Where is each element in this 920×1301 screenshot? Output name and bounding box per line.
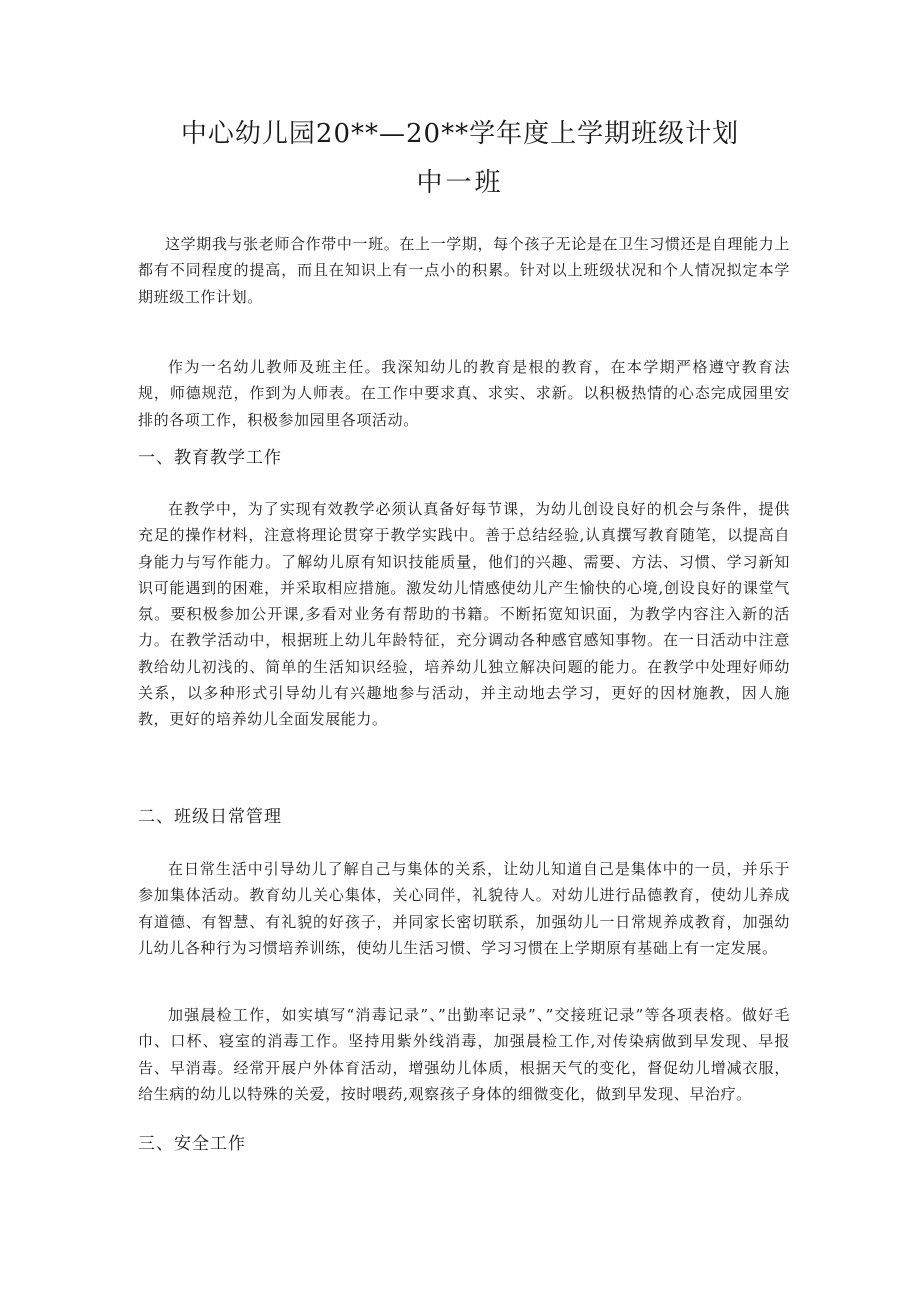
class-name-subtitle: 中一班: [416, 168, 504, 198]
section-heading-safety: 三、安全工作: [138, 1134, 246, 1154]
section-heading-teaching: 一、教育教学工作: [138, 448, 282, 468]
intro-paragraph: 这学期我与张老师合作带中一班。在上一学期，每个孩子无论是在卫生习惯还是自理能力上都有不同程度的提高，而且在知识上有一点小的积累。针对以上班级状况和个人情况拟定本学期班级工作计划。: [138, 235, 790, 306]
hygiene-paragraph: 加强晨检工作，如实填写“消毒记录”、”出勤率记录”、”交接班记录”等各项表格。做好毛巾、口杯、寝室的消毒工作。坚持用紫外线消毒，加强晨检工作,对传染病做到早发现、早报告、早消毒。经常开展户外体育活动，增强幼儿体质，根据天气的变化，督促幼儿增减衣服，给生病的幼儿以特殊的关爱，按时喂药,观察孩子身体的细微变化，做到早发现、早治疗。: [138, 1006, 790, 1103]
role-paragraph: 作为一名幼儿教师及班主任。我深知幼儿的教育是根的教育，在本学期严格遵守教育法规，师德规范，作到为人师表。在工作中要求真、求实、求新。以积极热情的心态完成园里安排的各项工作，积极参加园里各项活动。: [138, 358, 790, 429]
class-management-paragraph: 在日常生活中引导幼儿了解自己与集体的关系，让幼儿知道自己是集体中的一员，并乐于参加集体活动。教育幼儿关心集体，关心同伴，礼貌待人。对幼儿进行品德教育，使幼儿养成有道德、有智慧、有礼貌的好孩子，并同家长密切联系，加强幼儿一日常规养成教育，加强幼儿幼儿各种行为习惯培养训练，使幼儿生活习惯、学习习惯在上学期原有基础上有一定发展。: [138, 860, 790, 957]
document-title: 中心幼儿园20**—20**学年度上学期班级计划: [180, 119, 740, 149]
section-heading-class-management: 二、班级日常管理: [138, 807, 282, 827]
teaching-paragraph: 在教学中，为了实现有效教学必须认真备好每节课，为幼儿创设良好的机会与条件，提供充足的操作材料，注意将理论贯穿于教学实践中。善于总结经验,认真撰写教育随笔，以提高自身能力与写作能力。了解幼儿原有知识技能质量，他们的兴趣、需要、方法、习惯、学习新知识可能遇到的困难，并采取相应措施。激发幼儿情感使幼儿产生愉快的心境,创设良好的课堂气氛。要积极参加公开课,多看对业务有帮助的书籍。不断拓宽知识面，为教学内容注入新的活力。在教学活动中，根据班上幼儿年龄特征，充分调动各种感官感知事物。在一日活动中注意教给幼儿初浅的、简单的生活知识经验，培养幼儿独立解决问题的能力。在教学中处理好师幼关系，以多种形式引导幼儿有兴趣地参与活动，并主动地去学习，更好的因材施教，因人施教，更好的培养幼儿全面发展能力。: [138, 500, 790, 729]
